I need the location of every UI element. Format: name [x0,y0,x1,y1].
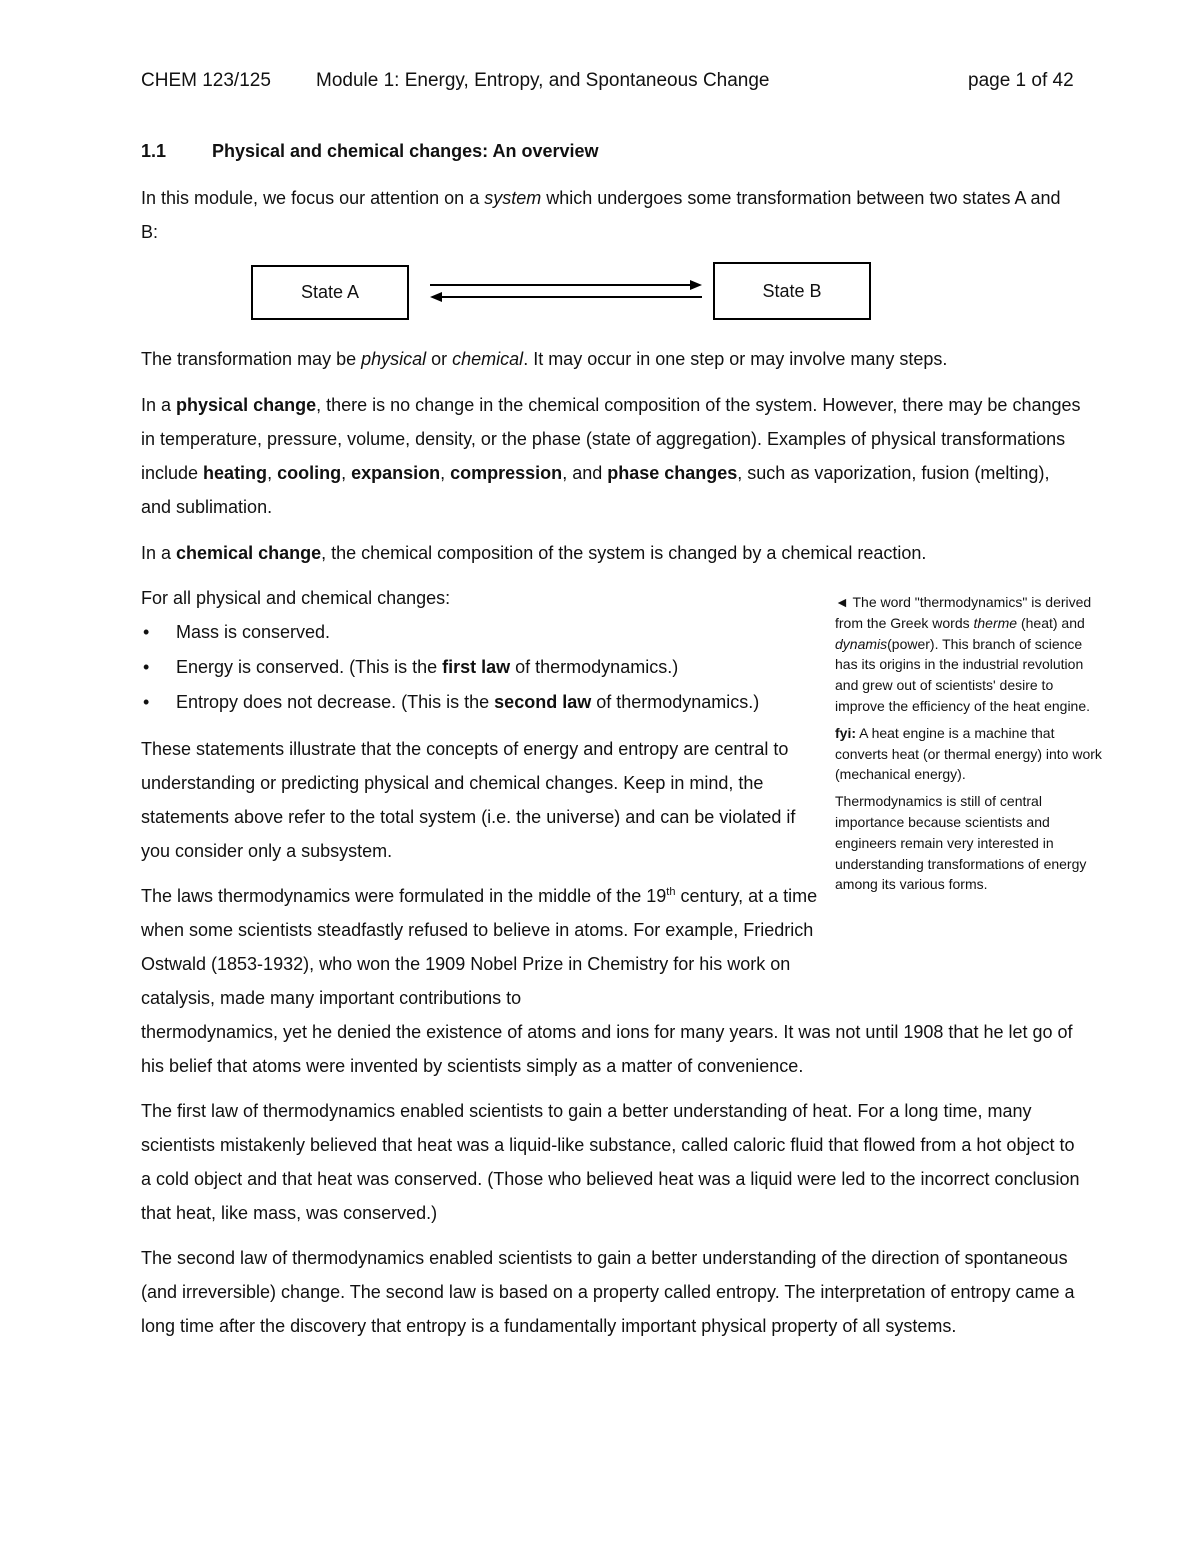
sidebar-etymology: ◄ The word "thermodynamics" is derived from the Greek words therme (heat) and dynamis(power). This branch of science has its origins in the industrial revolution and grew out of scientists' desire to improve the efficiency of the heat engine. [835,594,1092,714]
first-law-paragraph: The first law of thermodynamics enabled scientists to gain a better understanding of heat. For a long time, many scientists mistakenly believed that heat was a liquid-like substance, called caloric fluid that flowed from a hot object to a cold object and that heat was conserved. (Those who believed heat was a liquid were led to the incorrect conclusion that heat, like mass, was conserved.) [141,1101,1080,1223]
page-number: page 1 of 42 [968,70,1074,91]
section-heading [141,141,599,162]
physical-change-paragraph: In a physical change, there is no change in the chemical composition of the system. However, there may be changes in temperature, pressure, volume, density, or the phase (state of aggregation). Examples of physical transformations include heating, cooling, expansion, compression, and phase changes, such as vaporization, fusion (melting), and sublimation. [141,395,1081,517]
state-a-box [251,265,409,320]
bullet-icon: • [143,657,150,677]
laws-list [141,615,841,720]
module-title: Module 1: Energy, Entropy, and Spontaneous Change [316,70,770,91]
bullet-icon: • [143,622,150,642]
state-b-box [713,262,871,320]
chemical-change-paragraph: In a chemical change, the chemical composition of the system is changed by a chemical reaction. [141,543,927,563]
statements-paragraph: These statements illustrate that the concepts of energy and entropy are central to understanding or predicting physical and chemical changes. Keep in mind, the statements above refer to the total system (i.e. the universe) and can be violated if you consider only a subsystem. [141,739,796,861]
sidebar-fyi: fyi: A heat engine is a machine that converts heat (or thermal energy) into work (mechanical energy). [835,724,1102,783]
sidebar-importance: Thermodynamics is still of central importance because scientists and engineers remain very interested in understanding transformations of energy among its various forms. [835,793,1087,893]
list-item: • Entropy does not decrease. (This is the second law of thermodynamics.) [141,685,841,720]
pointer-icon: ◄ [835,594,849,610]
equilibrium-arrows-icon [425,275,710,310]
state-b-label: State B [762,280,822,301]
history-paragraph: The laws thermodynamics were formulated in the middle of the 19th century, at a time when some scientists steadfastly refused to believe in atoms. For example, Friedrich Ostwald (1853-1932), who won the 1909 Nobel Prize in Chemistry for his work on catalysis, made many important contributions to [141,886,818,1008]
list-item: • Energy is conserved. (This is the first law of thermodynamics.) [141,650,841,685]
history-paragraph-continued: thermodynamics, yet he denied the existence of atoms and ions for many years. It was not until 1908 that he let go of his belief that atoms were invented by scientists simply as a matter of convenience. [141,1022,1073,1076]
fyi-label: fyi: [835,724,856,741]
section-title: Physical and chemical changes: An overview [212,141,599,161]
sidebar-note [835,592,1105,895]
transformation-paragraph: The transformation may be physical or chemical. It may occur in one step or may involve many steps. [141,349,948,369]
intro-paragraph: In this module, we focus our attention on a system which undergoes some transformation between two states A and B: [141,188,1061,242]
second-law-paragraph: The second law of thermodynamics enabled scientists to gain a better understanding of the direction of spontaneous (and irreversible) change. The second law is based on a property called entropy. The interpretation of entropy came a long time after the discovery that entropy is a fundamentally important physical property of all systems. [141,1248,1075,1336]
state-a-label: State A [300,282,360,302]
laws-intro: For all physical and chemical changes: [141,588,451,608]
bullet-icon: • [143,692,150,712]
section-number: 1.1 [141,141,167,161]
course-code: CHEM 123/125 [141,70,271,91]
list-item: • Mass is conserved. [141,615,841,650]
